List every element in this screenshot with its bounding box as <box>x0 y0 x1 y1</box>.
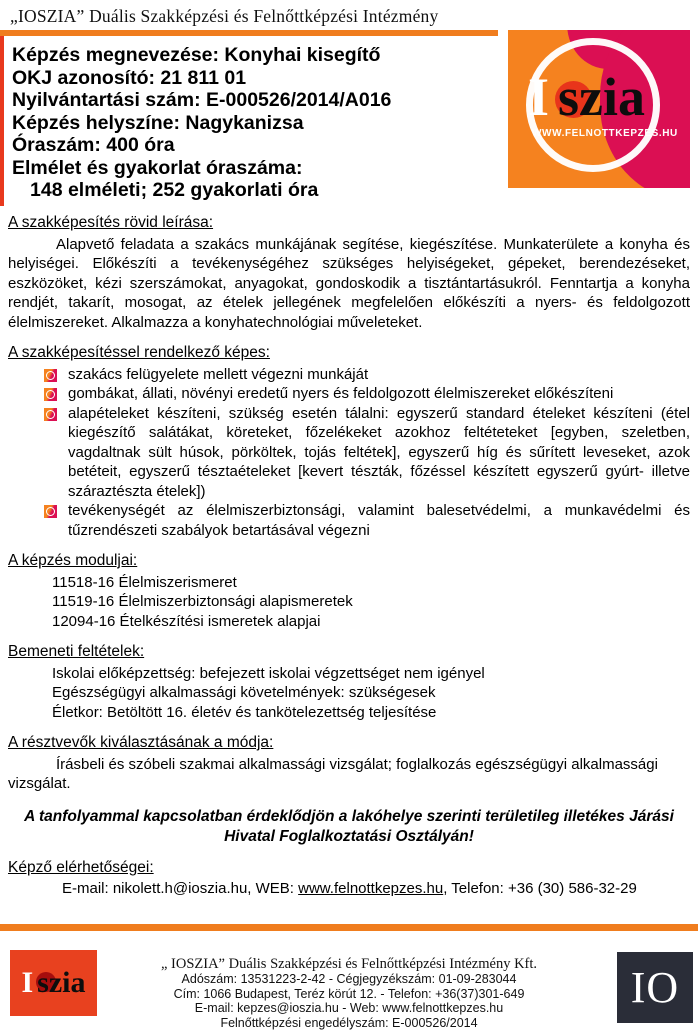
logo-bullet-icon <box>44 505 57 518</box>
contact-phone-text: , Telefon: +36 (30) 586-32-29 <box>443 880 637 897</box>
section-contact <box>8 858 690 899</box>
description-paragraph: Alapvető feladata a szakács munkájának segítése, kiegészítése. Munkaterülete a konyha és helyiségei. Előkészíti a tevékenységéhez szükséges helyiségeket, gépeket, berendezéseket, eszközöket, kézi szerszámokat, anyagokat, gondoskodik a tisztántartásukról. Fenntartja a konyha rendjét, takarít, mosogat, az ételek jellegének megfelelően előkészíti a nyers- és feldolgozott élelmiszereket. Alkalmazza a konyhatechnológiai műveleteket. <box>8 235 690 333</box>
section-entry-requirements <box>8 642 690 722</box>
list-item: 12094-16 Ételkészítési ismeretek alapjai <box>52 612 690 632</box>
location-line: Képzés helyszíne: Nagykanizsa <box>12 112 500 135</box>
logo-bullet-icon <box>44 408 57 421</box>
list-item <box>44 501 690 540</box>
list-item: 11518-16 Élelmiszerismeret <box>52 573 690 593</box>
list-item <box>44 404 690 502</box>
contact-heading: Képző elérhetőségei: <box>8 858 690 878</box>
list-item: Egészségügyi alkalmassági követelmények: szükségesek <box>52 683 690 703</box>
entry-requirements-list <box>8 664 690 723</box>
footer-address-line: Cím: 1066 Budapest, Teréz körút 12. - Telefon: +36(37)301-649 <box>110 987 588 1002</box>
section-description <box>8 213 690 332</box>
course-name-line: Képzés megnevezése: Konyhai kisegítő <box>12 44 500 67</box>
contact-line <box>8 879 690 899</box>
modules-heading: A képzés moduljai: <box>8 551 690 571</box>
theory-practice-value: 148 elméleti; 252 gyakorlati óra <box>12 179 500 202</box>
list-item <box>44 384 690 404</box>
section-selection <box>8 733 690 794</box>
theory-practice-label: Elmélet és gyakorlat óraszáma: <box>12 157 500 180</box>
logo-letter-i: I <box>528 68 549 126</box>
list-item-text: alapételeket készíteni, szükség esetén tálalni: egyszerű standard ételeket készíteni (étel kiegészítő salátákat, köreteket, főzelékeket azokhoz feltéteteket [egyben, szeletben, vagdaltnak sült húsok, pörköltek, tojás feltétek], egyszerű híg és sűrített leveseket, azok betéteit, egyszerű tésztaételeket [kevert tészták, főzéssel készített egyszerű gyúrt- illetve száraztészta ételek]) <box>68 404 690 502</box>
footer-ioszia-logo <box>10 950 97 1016</box>
logo-letters-szia: szia <box>558 68 645 126</box>
list-item-text: szakács felügyelete mellett végezni munkáját <box>68 365 690 385</box>
logo-letter-i: I <box>21 966 33 1000</box>
logo-letters-szia: szia <box>37 966 85 1000</box>
footer-tax-line: Adószám: 13531223-2-42 - Cégjegyzékszám: 01-09-283044 <box>110 972 588 987</box>
footer-io-logo <box>617 952 693 1023</box>
hours-line: Óraszám: 400 óra <box>12 134 500 157</box>
section-modules <box>8 551 690 631</box>
list-item: Életkor: Betöltött 16. életév és tankötelezettség teljesítése <box>52 703 690 723</box>
logo-bullet-icon <box>44 388 57 401</box>
course-info-box <box>0 36 500 206</box>
list-item-text: tevékenységét az élelmiszerbiztonsági, valamint balesetvédelmi, a munkavédelmi és tűzrendészeti szabályok betartásával végezni <box>68 501 690 540</box>
job-office-notice: A tanfolyammal kapcsolatban érdeklődjön a lakóhelye szerinti területileg illetékes Járási Hivatal Foglalkoztatási Osztályán! <box>8 807 690 847</box>
modules-list <box>8 573 690 632</box>
header <box>0 0 698 27</box>
list-item-text: gombákat, állati, növényi eredetű nyers és feldolgozott élelmiszereket előkészíteni <box>68 384 690 404</box>
footer-contact-block <box>110 956 588 1030</box>
registry-number-line: Nyilvántartási szám: E-000526/2014/A016 <box>12 89 500 112</box>
capabilities-heading: A szakképesítéssel rendelkező képes: <box>8 343 690 363</box>
selection-heading: A résztvevők kiválasztásának a módja: <box>8 733 690 753</box>
list-item: Iskolai előképzettség: befejezett iskolai végzettséget nem igényel <box>52 664 690 684</box>
okj-id-line: OKJ azonosító: 21 811 01 <box>12 67 500 90</box>
document-page <box>0 0 698 27</box>
document-body <box>8 213 690 919</box>
footer-permit-line: Felnőttképzési engedélyszám: E-000526/2014 <box>110 1016 588 1030</box>
footer-divider <box>0 924 698 931</box>
list-item <box>44 365 690 385</box>
ioszia-logo <box>508 30 690 188</box>
entry-requirements-heading: Bemeneti feltételek: <box>8 642 690 662</box>
footer-email-line: E-mail: kepzes@ioszia.hu - Web: www.felnottkepzes.hu <box>110 1001 588 1016</box>
website-link[interactable]: www.felnottkepzes.hu <box>298 880 443 897</box>
description-heading: A szakképesítés rövid leírása: <box>8 213 690 233</box>
logo-letters-io: IO <box>631 962 679 1013</box>
selection-paragraph: Írásbeli és szóbeli szakmai alkalmassági vizsgálat; foglalkozás egészségügyi alkalmassági vizsgálat. <box>8 755 690 794</box>
logo-url-text: WWW.FELNOTTKEPZES.HU <box>532 128 678 139</box>
footer-company-name: „ IOSZIA” Duális Szakképzési és Felnőttképzési Intézmény Kft. <box>110 956 588 972</box>
section-capabilities <box>8 343 690 540</box>
institution-title: „IOSZIA” Duális Szakképzési és Felnőttképzési Intézmény <box>0 0 698 27</box>
capabilities-list <box>44 365 690 541</box>
contact-email-text: E-mail: nikolett.h@ioszia.hu, WEB: <box>62 880 298 897</box>
list-item: 11519-16 Élelmiszerbiztonsági alapismeretek <box>52 592 690 612</box>
logo-bullet-icon <box>44 369 57 382</box>
logo-wordmark <box>528 68 645 126</box>
